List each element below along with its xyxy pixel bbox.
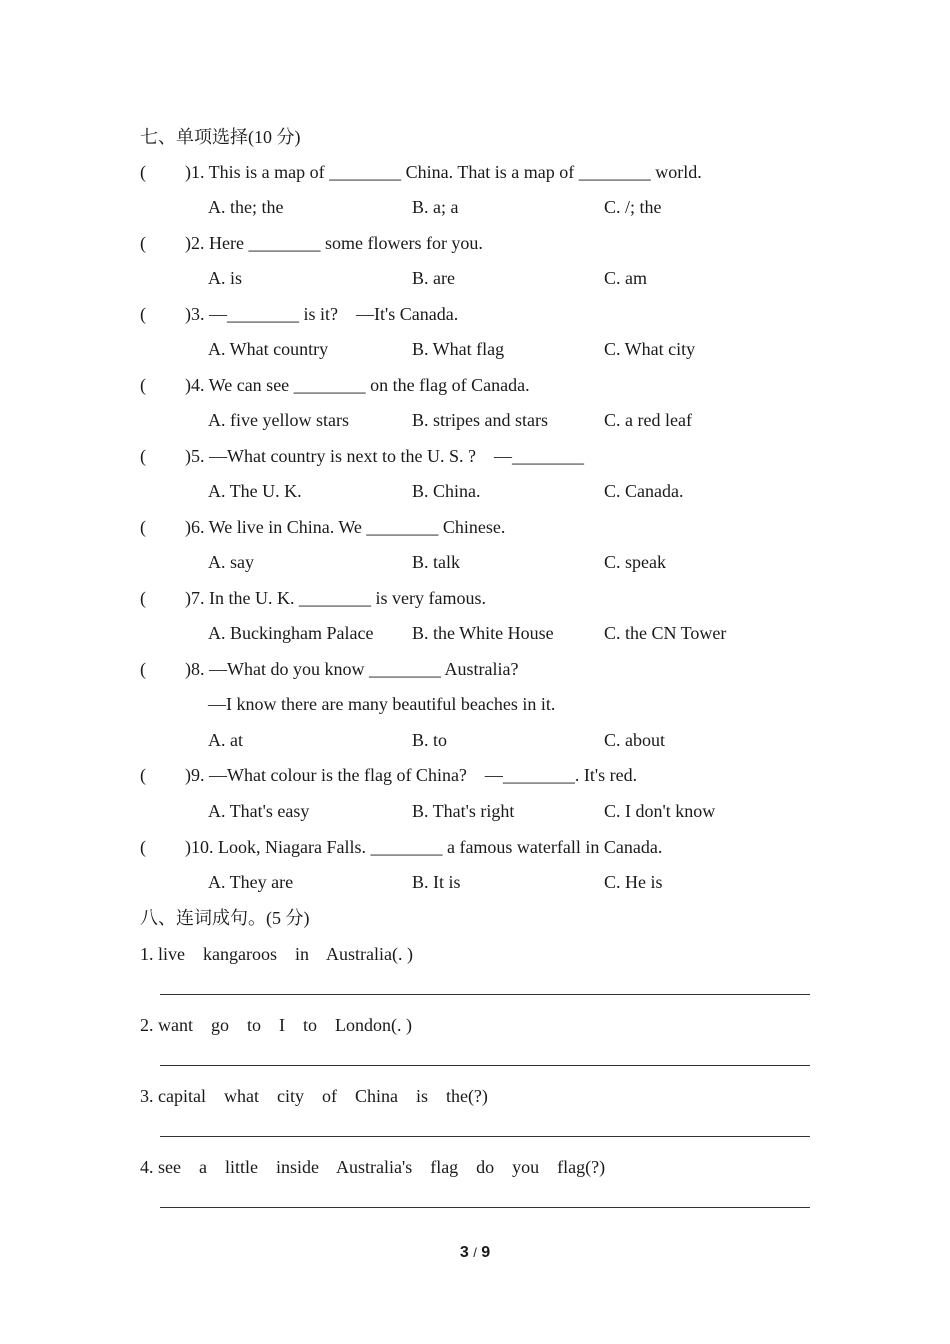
answer-blank-9[interactable]: ( xyxy=(140,765,146,785)
q4-option-a: A. five yellow stars xyxy=(208,410,349,430)
q8-option-a: A. at xyxy=(208,730,243,750)
sentence-item-1: 1. live kangaroos in Australia(. ) xyxy=(140,944,413,964)
question-8-response: —I know there are many beautiful beaches in it. xyxy=(208,694,556,714)
q3-option-c: C. What city xyxy=(604,339,696,359)
q3-option-b: B. What flag xyxy=(412,339,505,359)
question-8-text: )8. —What do you know ________ Australia? xyxy=(185,659,519,679)
q7-option-a: A. Buckingham Palace xyxy=(208,623,374,643)
answer-blank-1[interactable]: ( xyxy=(140,162,146,182)
q10-option-a: A. They are xyxy=(208,872,294,892)
question-1-text: )1. This is a map of ________ China. That is a map of ________ world. xyxy=(185,162,702,182)
section-7-title: 七、单项选择(10 分) xyxy=(140,127,301,147)
q9-option-b: B. That's right xyxy=(412,801,515,821)
q2-option-a: A. is xyxy=(208,268,243,288)
question-3-text: )3. —________ is it? —It's Canada. xyxy=(185,304,459,324)
q6-option-b: B. talk xyxy=(412,552,460,572)
q1-option-c: C. /; the xyxy=(604,197,662,217)
q2-option-c: C. am xyxy=(604,268,647,288)
question-7-text: )7. In the U. K. ________ is very famous. xyxy=(185,588,486,608)
page-separator: / xyxy=(473,1245,477,1260)
section-8-title: 八、连词成句。(5 分) xyxy=(140,908,310,928)
answer-line-2[interactable] xyxy=(160,1065,810,1066)
answer-blank-3[interactable]: ( xyxy=(140,304,146,324)
q9-option-c: C. I don't know xyxy=(604,801,716,821)
q4-option-c: C. a red leaf xyxy=(604,410,692,430)
question-9-text: )9. —What colour is the flag of China? —________. It's red. xyxy=(185,765,638,785)
answer-line-3[interactable] xyxy=(160,1136,810,1137)
q6-option-a: A. say xyxy=(208,552,254,572)
question-4-text: )4. We can see ________ on the flag of Canada. xyxy=(185,375,530,395)
sentence-item-3: 3. capital what city of China is the(?) xyxy=(140,1086,488,1106)
answer-blank-10[interactable]: ( xyxy=(140,837,146,857)
sentence-item-2: 2. want go to I to London(. ) xyxy=(140,1015,412,1035)
question-10-text: )10. Look, Niagara Falls. ________ a famous waterfall in Canada. xyxy=(185,837,663,857)
answer-blank-7[interactable]: ( xyxy=(140,588,146,608)
answer-blank-4[interactable]: ( xyxy=(140,375,146,395)
q10-option-b: B. It is xyxy=(412,872,461,892)
q6-option-c: C. speak xyxy=(604,552,666,572)
q1-option-b: B. a; a xyxy=(412,197,459,217)
sentence-item-4: 4. see a little inside Australia's flag do you flag(?) xyxy=(140,1157,606,1177)
q5-option-b: B. China. xyxy=(412,481,481,501)
q4-option-b: B. stripes and stars xyxy=(412,410,548,430)
answer-blank-2[interactable]: ( xyxy=(140,233,146,253)
q10-option-c: C. He is xyxy=(604,872,663,892)
q7-option-b: B. the White House xyxy=(412,623,554,643)
q8-option-c: C. about xyxy=(604,730,665,750)
answer-line-4[interactable] xyxy=(160,1207,810,1208)
q5-option-c: C. Canada. xyxy=(604,481,684,501)
q7-option-c: C. the CN Tower xyxy=(604,623,727,643)
q5-option-a: A. The U. K. xyxy=(208,481,302,501)
answer-blank-5[interactable]: ( xyxy=(140,446,146,466)
q3-option-a: A. What country xyxy=(208,339,329,359)
page-total: 9 xyxy=(481,1244,491,1261)
page-number xyxy=(0,1244,950,1262)
question-2-text: )2. Here ________ some flowers for you. xyxy=(185,233,483,253)
q1-option-a: A. the; the xyxy=(208,197,284,217)
answer-blank-8[interactable]: ( xyxy=(140,659,146,679)
answer-line-1[interactable] xyxy=(160,994,810,995)
q8-option-b: B. to xyxy=(412,730,448,750)
q9-option-a: A. That's easy xyxy=(208,801,310,821)
page-current: 3 xyxy=(459,1244,469,1261)
question-6-text: )6. We live in China. We ________ Chinese. xyxy=(185,517,506,537)
answer-blank-6[interactable]: ( xyxy=(140,517,146,537)
question-5-text: )5. —What country is next to the U. S. ? —________ xyxy=(185,446,584,466)
q2-option-b: B. are xyxy=(412,268,455,288)
